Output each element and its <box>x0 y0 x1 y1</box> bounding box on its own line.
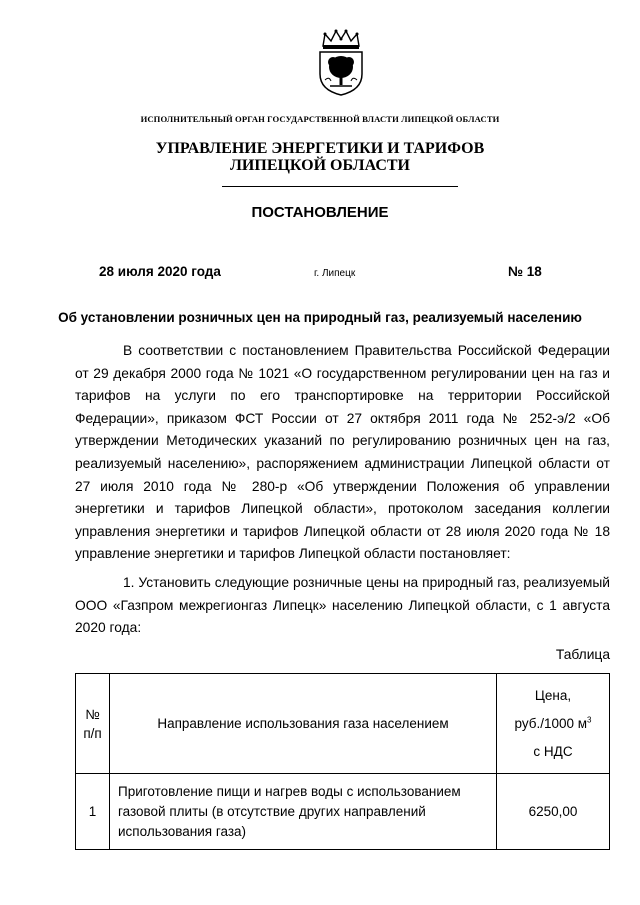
row-num: 1 <box>76 774 110 850</box>
header-price-line2: руб./1000 м <box>514 715 588 731</box>
department-title-line2: ЛИПЕЦКОЙ ОБЛАСТИ <box>230 157 410 174</box>
department-title-line1: УПРАВЛЕНИЕ ЭНЕРГЕТИКИ И ТАРИФОВ <box>155 140 485 157</box>
header-direction: Направление использования газа населением <box>110 674 497 774</box>
header-num-line2: п/п <box>83 725 102 741</box>
document-city: г. Липецк <box>314 268 356 279</box>
document-date: 28 июля 2020 года <box>99 264 221 279</box>
paragraph-clause-1: 1. Установить следующие розничные цены на природный газ, реализуемый ООО «Газпром межрегионгаз Липецк» населению Липецкой области, с 1 августа 2020 года: <box>75 575 610 636</box>
organization-line: ИСПОЛНИТЕЛЬНЫЙ ОРГАН ГОСУДАРСТВЕННОЙ ВЛАСТИ ЛИПЕЦКОЙ ОБЛАСТИ <box>140 114 500 124</box>
document-type: ПОСТАНОВЛЕНИЕ <box>251 204 389 221</box>
coat-of-arms-icon <box>313 28 369 96</box>
header-price-line1: Цена, <box>534 687 572 703</box>
header-price-unit-sup: 3 <box>587 715 592 724</box>
header-divider <box>222 186 458 187</box>
table-label: Таблица <box>555 647 610 662</box>
tariff-table <box>75 673 610 850</box>
header-num <box>76 674 110 774</box>
document-subject: Об установлении розничных цен на природный газ, реализуемый населению <box>58 310 582 325</box>
header-price <box>497 674 610 774</box>
table-row <box>76 774 610 850</box>
header-price-line3: с НДС <box>533 743 573 759</box>
row-price: 6250,00 <box>497 774 610 850</box>
document-number: № 18 <box>508 264 542 279</box>
header-num-line1: № <box>85 706 100 722</box>
paragraph-preamble: В соответствии с постановлением Правительства Российской Федерации от 29 декабря 2000 года № 1021 «О государственном регулировании цен на газ и тарифов на услуги по его транспортировке на территории Российской Федерации», приказом ФСТ России от 27 октября 2011 года № 252-э/2 «Об утверждении Методических указаний по регулированию розничных цен на газ, реализуемый населению», распоряжением администрации Липецкой области от 27 июля 2010 года № 280-р «Об утверждении Положения об управлении энергетики и тарифов Липецкой области», протоколом заседания коллегии управления энергетики и тарифов Липецкой области от 28 июля 2020 года № 18 управление энергетики и тарифов Липецкой области постановляет: <box>75 343 610 562</box>
row-direction: Приготовление пищи и нагрев воды с использованием газовой плиты (в отсутствие других направлений использования газа) <box>110 774 497 850</box>
table-header-row <box>76 674 610 774</box>
